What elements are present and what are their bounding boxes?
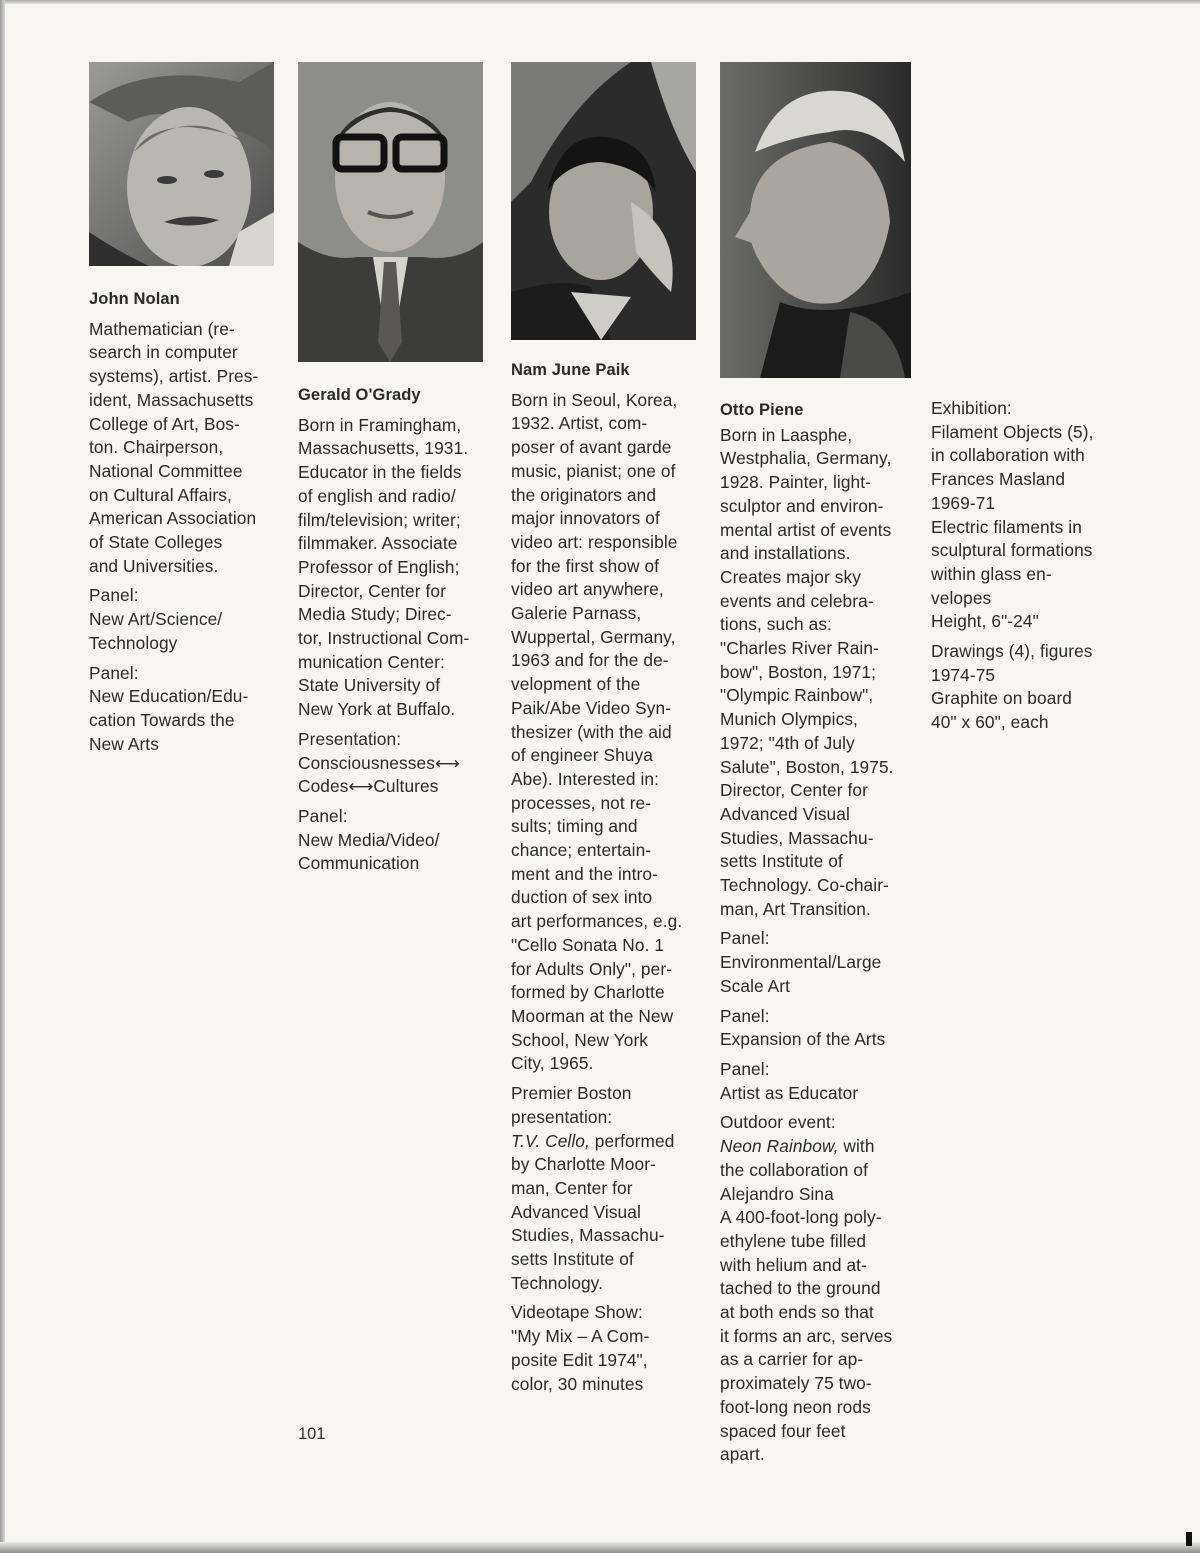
text-line: formed by Charlotte <box>511 982 665 1003</box>
otto-piene-bio <box>720 399 925 1473</box>
text-line: for Adults Only", per- <box>511 958 673 979</box>
text-line: A 400-foot-long poly- <box>720 1207 882 1228</box>
text-line: man, Center for <box>511 1177 633 1198</box>
text-line: Panel: <box>720 1058 770 1079</box>
text-line: sculptor and environ- <box>720 495 884 516</box>
text-line: Codes⟷Cultures <box>298 776 439 797</box>
text-line: 1932. Artist, com- <box>511 413 648 434</box>
person-name: Nam June Paik <box>511 361 630 379</box>
text-line: Mathematician (re- <box>89 318 235 339</box>
text-line: Advanced Visual <box>720 803 850 824</box>
bio-paragraph <box>89 318 289 579</box>
text-line: munication Center: <box>298 651 445 672</box>
text-line: cation Towards the <box>89 709 235 730</box>
text-line: Media Study; Direc- <box>298 604 452 625</box>
page-left-edge <box>0 0 5 1553</box>
text-line: Graphite on board <box>931 688 1073 709</box>
panel-paragraph <box>720 1005 925 1052</box>
panel-paragraph <box>720 1058 925 1105</box>
text-line: color, 30 minutes <box>511 1373 644 1394</box>
text-line: on Cultural Affairs, <box>89 484 232 505</box>
text-line: Technology. Co-chair- <box>720 875 889 896</box>
text-line: velopment of the <box>511 674 641 695</box>
text-line: Creates major sky <box>720 566 861 587</box>
text-line: ethylene tube filled <box>720 1230 867 1251</box>
text-line: New York at Buffalo. <box>298 699 456 720</box>
text-line: the originators and <box>511 484 657 505</box>
text-line: apart. <box>720 1444 765 1465</box>
text-line: and installations. <box>720 543 851 564</box>
text-line: New Arts <box>89 733 159 754</box>
text-line: New Art/Science/ <box>89 609 223 630</box>
panel-paragraph <box>720 927 925 998</box>
page-number: 101 <box>298 1425 326 1443</box>
text-line: man, Art Transition. <box>720 898 871 919</box>
text-line: film/television; writer; <box>298 509 461 530</box>
text-line: setts Institute of <box>720 851 843 872</box>
text-line: sculptural formations <box>931 540 1093 561</box>
corner-mark <box>1186 1532 1192 1546</box>
text-line: posite Edit 1974", <box>511 1349 648 1370</box>
text-line: foot-long neon rods <box>720 1396 871 1417</box>
text-line: Moorman at the New <box>511 1005 674 1026</box>
text-line: poser of avant garde <box>511 437 672 458</box>
text-line: proximately 75 two- <box>720 1373 872 1394</box>
text-line: the collaboration of <box>720 1159 869 1180</box>
text-line: Alejandro Sina <box>720 1183 834 1204</box>
text-line: sults; timing and <box>511 816 638 837</box>
person-name: John Nolan <box>89 290 180 308</box>
bio-paragraph <box>720 424 925 922</box>
text-line: 1969-71 <box>931 492 996 513</box>
text-line: School, New York <box>511 1029 649 1050</box>
text-line: "Cello Sonata No. 1 <box>511 934 665 955</box>
person-name: Otto Piene <box>720 401 804 419</box>
text-line: processes, not re- <box>511 792 652 813</box>
text-line: ton. Chairperson, <box>89 437 224 458</box>
text-line: Advanced Visual <box>511 1201 641 1222</box>
text-line: City, 1965. <box>511 1053 594 1074</box>
text-line: State University of <box>298 675 441 696</box>
text-line: Director, Center for <box>720 780 868 801</box>
text-line: chance; entertain- <box>511 840 652 861</box>
text-line: Massachusetts, 1931. <box>298 438 469 459</box>
text-line: for the first show of <box>511 555 660 576</box>
text-line: Electric filaments in <box>931 516 1082 537</box>
text-line: in collaboration with <box>931 445 1085 466</box>
john-nolan-portrait <box>89 62 274 266</box>
john-nolan-bio <box>89 288 289 762</box>
text-line: Technology. <box>511 1272 604 1293</box>
text-line: Frances Masland <box>931 469 1066 490</box>
text-line: "My Mix – A Com- <box>511 1326 650 1347</box>
text-line: mental artist of events <box>720 519 892 540</box>
text-line: Wuppertal, Germany, <box>511 626 676 647</box>
text-line: and Universities. <box>89 555 219 576</box>
text-line: art performances, e.g. <box>511 911 683 932</box>
text-line: 1928. Painter, light- <box>720 472 872 493</box>
text-line: duction of sex into <box>511 887 653 908</box>
text-line: by Charlotte Moor- <box>511 1154 656 1175</box>
text-line: Exhibition: <box>931 398 1012 418</box>
text-line: Panel: <box>89 585 139 606</box>
text-line: Consciousnesses⟷ <box>298 752 460 773</box>
text-line: events and celebra- <box>720 590 874 611</box>
drawings-paragraph <box>931 640 1151 735</box>
text-line: tions, such as: <box>720 614 832 635</box>
nam-june-paik-bio <box>511 359 711 1402</box>
text-line: at both ends so that <box>720 1302 874 1323</box>
gerald-ogrady-portrait <box>298 62 483 362</box>
text-line: New Media/Video/ <box>298 829 440 850</box>
text-line: tor, Instructional Com- <box>298 628 470 649</box>
text-line: video art: responsible <box>511 531 678 552</box>
text-line: "Olympic Rainbow", <box>720 685 874 706</box>
text-line: Panel: <box>298 805 348 826</box>
page-top-edge <box>0 0 1200 4</box>
text-line: Paik/Abe Video Syn- <box>511 697 672 718</box>
premiere-paragraph <box>511 1082 711 1295</box>
text-line: Panel: <box>89 662 139 683</box>
text-line: search in computer <box>89 342 238 363</box>
text-line: National Committee <box>89 460 243 481</box>
presentation-paragraph <box>298 728 498 799</box>
text-line: thesizer (with the aid <box>511 721 672 742</box>
text-line: of engineer Shuya <box>511 745 653 766</box>
bio-paragraph <box>511 389 711 1076</box>
panel-paragraph <box>89 662 289 757</box>
text-line: 1963 and for the de- <box>511 650 669 671</box>
text-line: tached to the ground <box>720 1278 881 1299</box>
text-line: Panel: <box>720 1005 770 1026</box>
text-line: of english and radio/ <box>298 485 456 506</box>
text-line: Galerie Parnass, <box>511 603 642 624</box>
person-name: Gerald O'Grady <box>298 386 421 404</box>
text-line: Studies, Massachu- <box>720 827 874 848</box>
videotape-paragraph <box>511 1301 711 1396</box>
text-line: as a carrier for ap- <box>720 1349 864 1370</box>
text-line: ment and the intro- <box>511 863 658 884</box>
text-line: filmmaker. Associate <box>298 533 458 554</box>
text-line: Professor of English; <box>298 556 460 577</box>
text-line: Drawings (4), figures <box>931 641 1093 662</box>
text-line: ident, Massachusetts <box>89 389 254 410</box>
text-line: velopes <box>931 587 992 608</box>
text-line: Premier Boston <box>511 1083 632 1104</box>
text-line: Director, Center for <box>298 580 446 601</box>
text-line-italic-title: Neon Rainbow, with <box>720 1136 875 1157</box>
text-line: music, pianist; one of <box>511 460 676 481</box>
text-line: Born in Framingham, <box>298 414 462 435</box>
text-line: major innovators of <box>511 508 660 529</box>
text-line-italic-title: T.V. Cello, performed <box>511 1130 675 1151</box>
text-line: Presentation: <box>298 728 402 749</box>
text-line: College of Art, Bos- <box>89 413 240 434</box>
text-line: Born in Laasphe, <box>720 424 853 445</box>
text-line: Westphalia, Germany, <box>720 448 892 469</box>
text-line: video art anywhere, <box>511 579 664 600</box>
text-line: bow", Boston, 1971; <box>720 661 876 682</box>
text-line: Filament Objects (5), <box>931 421 1094 442</box>
text-line: spaced four feet <box>720 1420 846 1441</box>
text-line: Artist as Educator <box>720 1082 859 1103</box>
text-line: 1974-75 <box>931 664 996 685</box>
text-line: American Association <box>89 508 257 529</box>
text-line: Expansion of the Arts <box>720 1029 886 1050</box>
page-bottom-edge <box>0 1542 1200 1553</box>
text-line: Abe). Interested in: <box>511 768 660 789</box>
panel-paragraph <box>298 805 498 876</box>
text-line: setts Institute of <box>511 1249 634 1270</box>
text-line: Born in Seoul, Korea, <box>511 389 678 410</box>
text-line: within glass en- <box>931 563 1052 584</box>
text-line: 40" x 60", each <box>931 712 1049 733</box>
text-line: Educator in the fields <box>298 462 462 483</box>
text-line: Panel: <box>720 928 770 949</box>
text-line: Salute", Boston, 1975. <box>720 756 894 777</box>
text-line: it forms an arc, serves <box>720 1325 893 1346</box>
text-line: systems), artist. Pres- <box>89 366 259 387</box>
bio-paragraph <box>298 414 498 722</box>
work-title: Neon Rainbow, <box>720 1136 839 1157</box>
work-title: T.V. Cello, <box>511 1130 590 1151</box>
panel-paragraph <box>89 584 289 655</box>
text-line: Height, 6"-24" <box>931 611 1039 632</box>
text-line: Communication <box>298 853 420 874</box>
text-line: Technology <box>89 632 178 653</box>
gerald-ogrady-bio <box>298 384 498 882</box>
text-line: of State Colleges <box>89 532 223 553</box>
text-line: Videotape Show: <box>511 1302 643 1323</box>
text-line: with helium and at- <box>720 1254 867 1275</box>
otto-piene-portrait <box>720 62 911 378</box>
text-line: Scale Art <box>720 975 791 996</box>
text-line: presentation: <box>511 1106 613 1127</box>
exhibition-paragraph <box>931 397 1151 634</box>
outdoor-event-paragraph <box>720 1111 925 1467</box>
nam-june-paik-portrait <box>511 62 696 340</box>
text-line: Outdoor event: <box>720 1112 836 1133</box>
text-line: "Charles River Rain- <box>720 638 879 659</box>
text-line: Studies, Massachu- <box>511 1225 665 1246</box>
text-line: Environmental/Large <box>720 952 882 973</box>
text-line: 1972; "4th of July <box>720 732 855 753</box>
text-line: Munich Olympics, <box>720 709 858 730</box>
text-line: New Education/Edu- <box>89 686 249 707</box>
exhibition-info <box>931 397 1151 741</box>
